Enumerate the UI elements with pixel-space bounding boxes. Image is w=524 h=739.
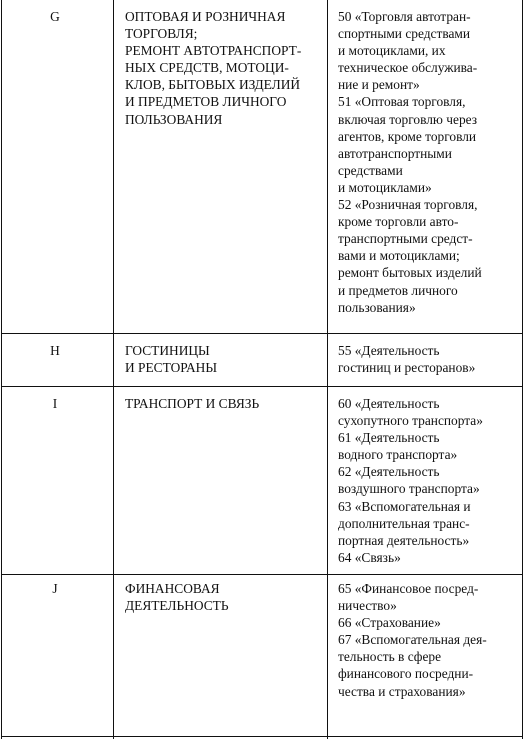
- cell-line: и предметов личного: [338, 282, 458, 298]
- cell-line: техническое обслужива-: [338, 60, 478, 76]
- cell-line: гостиниц и ресторанов»: [338, 360, 476, 376]
- section-groups-h: [338, 342, 475, 376]
- section-name-j: [125, 580, 229, 614]
- cell-line: ремонт бытовых изделий: [338, 265, 482, 281]
- cell-line: 55 «Деятельность: [338, 343, 440, 358]
- cell-line: 61 «Деятельность: [338, 430, 440, 446]
- cell-line: ТОРГОВЛЯ;: [125, 26, 198, 42]
- section-code-h: H: [50, 343, 60, 358]
- cell-line: финансового посредни-: [338, 666, 474, 682]
- table-border-bottom: [1, 736, 523, 737]
- cell-line: ПОЛЬЗОВАНИЯ: [125, 111, 223, 127]
- row-divider: [1, 333, 523, 334]
- section-code-j: J: [52, 581, 58, 596]
- section-name-g: [125, 8, 301, 128]
- cell-line: ОПТОВАЯ И РОЗНИЧНАЯ: [125, 9, 286, 24]
- table-border-right: [522, 0, 523, 739]
- cell-line: НЫХ СРЕДСТВ, МОТОЦИ-: [125, 60, 289, 76]
- row-divider: [1, 386, 523, 387]
- cell-line: ТРАНСПОРТ И СВЯЗЬ: [125, 396, 260, 411]
- section-code-g: G: [50, 9, 60, 24]
- cell-line: и мотоциклами, их: [338, 43, 446, 59]
- section-code-i: I: [52, 396, 58, 411]
- cell-line: средствами: [338, 162, 403, 178]
- cell-line: 50 «Торговля автотран-: [338, 9, 471, 24]
- row-divider: [1, 574, 523, 575]
- cell-line: транспортными средст-: [338, 231, 473, 247]
- cell-line: КЛОВ, БЫТОВЫХ ИЗДЕЛИЙ: [125, 77, 301, 93]
- cell-line: и мотоциклами»: [338, 179, 432, 195]
- cell-line: портная деятельность»: [338, 532, 470, 548]
- cell-line: 51 «Оптовая торговля,: [338, 94, 466, 110]
- cell-line: ДЕЯТЕЛЬНОСТЬ: [125, 598, 229, 614]
- cell-line: 52 «Розничная торговля,: [338, 197, 478, 213]
- cell-line: включая торговлю через: [338, 111, 478, 127]
- column-divider-1: [113, 0, 114, 739]
- section-groups-g: [338, 8, 482, 316]
- cell-line: воздушного транспорта»: [338, 481, 480, 497]
- column-divider-2: [327, 0, 328, 739]
- cell-line: кроме торговли авто-: [338, 214, 459, 230]
- cell-line: РЕМОНТ АВТОТРАНСПОРТ-: [125, 43, 302, 59]
- section-groups-j: [338, 580, 487, 700]
- cell-line: 60 «Деятельность: [338, 396, 440, 411]
- cell-line: 63 «Вспомогательная и: [338, 498, 471, 514]
- cell-line: 62 «Деятельность: [338, 464, 440, 480]
- cell-line: автотранспортными: [338, 145, 452, 161]
- cell-line: 67 «Вспомогательная дея-: [338, 632, 487, 648]
- section-name-h: [125, 342, 217, 376]
- cell-line: 64 «Связь»: [338, 549, 401, 565]
- cell-line: спортными средствами: [338, 26, 471, 42]
- cell-line: водного транспорта»: [338, 447, 458, 463]
- cell-line: И ПРЕДМЕТОВ ЛИЧНОГО: [125, 94, 287, 110]
- cell-line: 65 «Финансовое посред-: [338, 581, 479, 596]
- cell-line: дополнительная транс-: [338, 515, 470, 531]
- cell-line: ФИНАНСОВАЯ: [125, 581, 220, 596]
- cell-line: ГОСТИНИЦЫ: [125, 343, 210, 358]
- cell-line: тельность в сфере: [338, 649, 442, 665]
- table-border-left: [1, 0, 2, 739]
- cell-line: вами и мотоциклами;: [338, 248, 460, 264]
- cell-line: чества и страхования»: [338, 683, 466, 699]
- cell-line: сухопутного транспорта»: [338, 413, 483, 429]
- cell-line: пользования»: [338, 299, 416, 315]
- cell-line: И РЕСТОРАНЫ: [125, 360, 218, 376]
- section-name-i: [125, 395, 259, 412]
- cell-line: ние и ремонт»: [338, 77, 420, 93]
- cell-line: ничество»: [338, 598, 397, 614]
- cell-line: агентов, кроме торговли: [338, 128, 477, 144]
- cell-line: 66 «Страхование»: [338, 615, 441, 631]
- section-groups-i: [338, 395, 483, 566]
